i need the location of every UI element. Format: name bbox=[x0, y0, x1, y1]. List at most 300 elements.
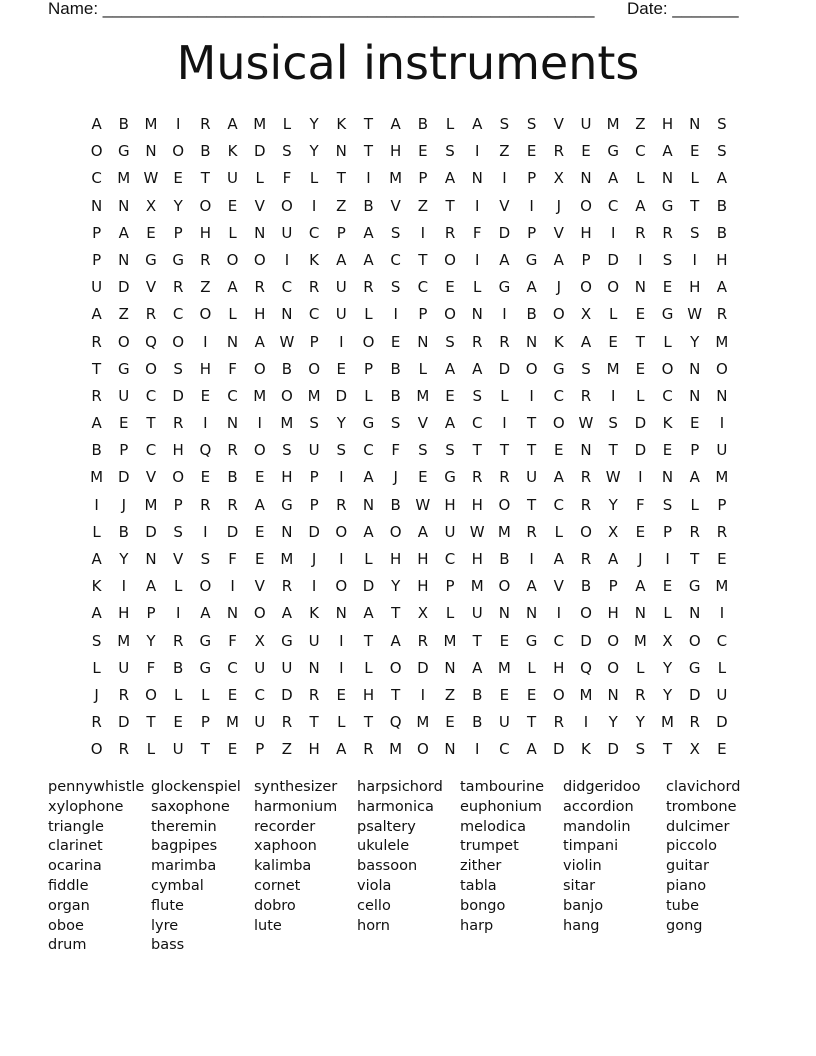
grid-letter: E bbox=[445, 386, 455, 405]
grid-letter: S bbox=[635, 740, 646, 759]
grid-letter: L bbox=[92, 522, 101, 541]
grid-letter: L bbox=[636, 658, 645, 677]
grid-letter: R bbox=[281, 577, 293, 596]
grid-letter: T bbox=[363, 142, 374, 161]
grid-letter: C bbox=[553, 386, 565, 405]
grid-letter: S bbox=[717, 142, 727, 161]
word-list-item: accordion bbox=[563, 798, 634, 815]
grid-letter: P bbox=[92, 250, 102, 269]
grid-letter: V bbox=[390, 196, 401, 215]
grid-letter: G bbox=[607, 142, 619, 161]
grid-letter: I bbox=[339, 550, 344, 568]
grid-letter: A bbox=[499, 250, 510, 269]
word-list-item: banjo bbox=[563, 897, 604, 914]
grid-letter: U bbox=[335, 305, 347, 324]
grid-letter: O bbox=[580, 196, 592, 215]
grid-letter: C bbox=[499, 740, 510, 759]
grid-letter: Z bbox=[635, 115, 646, 133]
grid-letter: I bbox=[610, 386, 616, 405]
grid-letter: Q bbox=[199, 441, 212, 460]
grid-letter: B bbox=[390, 495, 401, 514]
grid-letter: E bbox=[227, 685, 238, 704]
grid-letter: N bbox=[580, 441, 592, 460]
grid-letter: D bbox=[281, 685, 293, 704]
grid-letter: R bbox=[172, 278, 184, 297]
grid-letter: T bbox=[690, 196, 700, 215]
grid-letter: R bbox=[417, 631, 429, 650]
grid-letter: R bbox=[200, 115, 211, 133]
grid-letter: I bbox=[638, 468, 643, 487]
grid-letter: N bbox=[118, 250, 130, 269]
grid-letter: M bbox=[715, 332, 729, 351]
grid-letter: Q bbox=[580, 658, 592, 677]
grid-letter: K bbox=[91, 577, 102, 596]
grid-letter: A bbox=[254, 495, 265, 514]
grid-letter: I bbox=[502, 169, 507, 188]
grid-letter: S bbox=[689, 223, 700, 242]
grid-letter: I bbox=[94, 495, 99, 514]
grid-letter: A bbox=[689, 468, 700, 487]
grid-letter: T bbox=[690, 550, 700, 568]
grid-letter: S bbox=[526, 115, 537, 133]
grid-letter: R bbox=[444, 223, 456, 242]
grid-letter: D bbox=[580, 631, 592, 650]
grid-letter: G bbox=[688, 658, 701, 677]
grid-letter: D bbox=[118, 468, 130, 487]
grid-letter: S bbox=[608, 414, 618, 433]
grid-letter: T bbox=[635, 332, 645, 351]
grid-letter: L bbox=[554, 522, 563, 541]
grid-letter: B bbox=[716, 223, 728, 242]
grid-letter: T bbox=[309, 713, 319, 732]
word-list-empty-slot bbox=[563, 936, 666, 956]
grid-letter: K bbox=[309, 604, 320, 623]
grid-letter: P bbox=[690, 441, 700, 460]
grid-letter: T bbox=[363, 115, 374, 133]
grid-letter: R bbox=[145, 305, 157, 324]
grid-letter: A bbox=[363, 223, 374, 242]
grid-letter: B bbox=[363, 196, 374, 215]
grid-letter: S bbox=[390, 278, 401, 297]
grid-letter: C bbox=[145, 386, 157, 405]
grid-letter: E bbox=[581, 142, 591, 161]
word-list-item: piano bbox=[666, 877, 707, 894]
grid-letter: L bbox=[663, 604, 672, 623]
grid-letter: T bbox=[391, 604, 401, 623]
grid-letter: C bbox=[308, 305, 320, 324]
grid-letter: A bbox=[91, 305, 102, 324]
grid-letter: P bbox=[119, 441, 129, 460]
grid-letter: R bbox=[472, 468, 483, 487]
grid-letter: U bbox=[716, 441, 728, 460]
word-list-item: bongo bbox=[460, 897, 506, 914]
grid-letter: P bbox=[363, 359, 373, 378]
grid-letter: J bbox=[121, 495, 126, 514]
grid-letter: N bbox=[661, 169, 674, 188]
grid-letter: I bbox=[339, 658, 344, 677]
grid-letter: A bbox=[553, 468, 564, 487]
grid-letter: O bbox=[580, 278, 592, 297]
grid-letter: X bbox=[662, 631, 673, 650]
grid-letter: R bbox=[308, 278, 320, 297]
grid-letter: N bbox=[607, 685, 619, 704]
grid-letter: A bbox=[390, 115, 401, 133]
grid-letter: O bbox=[688, 631, 701, 650]
grid-letter: L bbox=[228, 305, 237, 324]
grid-letter: O bbox=[253, 441, 266, 460]
word-list-item: cello bbox=[357, 897, 391, 914]
grid-letter: M bbox=[389, 169, 403, 188]
grid-letter: Y bbox=[146, 631, 156, 650]
grid-letter: S bbox=[173, 522, 183, 541]
grid-letter: S bbox=[445, 332, 455, 351]
grid-letter: A bbox=[118, 223, 129, 242]
grid-letter: M bbox=[633, 631, 647, 650]
grid-letter: S bbox=[282, 142, 292, 161]
grid-letter: O bbox=[416, 740, 429, 759]
grid-letter: S bbox=[390, 414, 401, 433]
grid-letter: N bbox=[661, 468, 674, 487]
grid-letter: A bbox=[363, 468, 374, 487]
word-list-item: glockenspiel bbox=[151, 779, 241, 795]
grid-letter: N bbox=[689, 359, 701, 378]
grid-letter: S bbox=[662, 495, 673, 514]
grid-letter: D bbox=[498, 359, 511, 378]
grid-letter: N bbox=[145, 142, 157, 161]
grid-letter: N bbox=[716, 386, 728, 405]
grid-letter: I bbox=[475, 740, 480, 759]
grid-letter: I bbox=[230, 577, 235, 596]
grid-letter: V bbox=[173, 550, 184, 568]
grid-letter: R bbox=[118, 740, 129, 759]
grid-letter: F bbox=[472, 223, 482, 242]
grid-letter: U bbox=[118, 386, 130, 405]
grid-letter: K bbox=[662, 414, 673, 433]
grid-letter: E bbox=[499, 685, 510, 704]
grid-letter: W bbox=[143, 169, 159, 188]
grid-letter: C bbox=[471, 414, 483, 433]
grid-letter: E bbox=[336, 685, 347, 704]
grid-letter: U bbox=[308, 441, 320, 460]
grid-letter: R bbox=[580, 550, 592, 568]
grid-letter: A bbox=[662, 142, 673, 161]
grid-letter: E bbox=[418, 468, 428, 487]
grid-letter: E bbox=[227, 196, 238, 215]
grid-letter: D bbox=[634, 414, 647, 433]
grid-letter: T bbox=[527, 441, 537, 460]
grid-letter: F bbox=[228, 359, 237, 378]
grid-letter: E bbox=[689, 142, 700, 161]
grid-letter: D bbox=[417, 658, 429, 677]
grid-letter: G bbox=[661, 196, 674, 215]
grid-letter: M bbox=[117, 169, 131, 188]
grid-letter: A bbox=[444, 359, 456, 378]
grid-letter: U bbox=[471, 604, 483, 623]
grid-letter: N bbox=[118, 196, 130, 215]
grid-letter: T bbox=[200, 740, 210, 759]
grid-letter: R bbox=[91, 332, 102, 351]
word-list-empty-slot bbox=[460, 936, 563, 956]
grid-letter: I bbox=[692, 250, 697, 269]
grid-letter: W bbox=[279, 332, 295, 351]
grid-letter: O bbox=[552, 305, 565, 324]
grid-letter: W bbox=[578, 414, 594, 433]
grid-letter: Z bbox=[118, 305, 129, 324]
grid-letter: N bbox=[362, 495, 375, 514]
grid-letter: O bbox=[199, 577, 212, 596]
grid-letter: M bbox=[443, 631, 457, 650]
grid-letter: B bbox=[526, 305, 537, 324]
grid-letter: I bbox=[556, 604, 561, 623]
grid-letter: G bbox=[117, 142, 130, 161]
grid-letter: L bbox=[364, 386, 373, 405]
grid-letter: S bbox=[717, 115, 727, 133]
grid-letter: A bbox=[254, 332, 265, 351]
grid-letter: U bbox=[91, 278, 103, 297]
grid-letter: R bbox=[716, 522, 728, 541]
grid-letter: V bbox=[553, 577, 564, 596]
grid-letter: M bbox=[117, 631, 131, 650]
grid-letter: G bbox=[661, 305, 674, 324]
grid-letter: I bbox=[420, 223, 426, 242]
grid-letter: C bbox=[444, 550, 456, 568]
grid-letter: O bbox=[90, 740, 103, 759]
grid-letter: D bbox=[335, 386, 348, 405]
grid-letter: E bbox=[662, 278, 673, 297]
grid-letter: I bbox=[529, 196, 534, 215]
grid-letter: L bbox=[146, 740, 156, 759]
grid-letter: R bbox=[472, 332, 483, 351]
grid-letter: O bbox=[172, 142, 185, 161]
grid-letter: S bbox=[336, 441, 347, 460]
grid-letter: C bbox=[635, 142, 646, 161]
grid-letter: A bbox=[91, 414, 102, 433]
grid-letter: I bbox=[339, 332, 344, 351]
grid-letter: N bbox=[689, 604, 701, 623]
word-list-empty-slot bbox=[666, 936, 769, 956]
grid-letter: V bbox=[499, 196, 510, 215]
grid-letter: E bbox=[173, 169, 183, 188]
grid-letter: D bbox=[145, 522, 157, 541]
grid-letter: P bbox=[663, 522, 673, 541]
grid-letter: B bbox=[200, 142, 211, 161]
grid-letter: Y bbox=[662, 658, 673, 677]
grid-letter: P bbox=[173, 223, 183, 242]
grid-letter: U bbox=[227, 169, 239, 188]
grid-letter: S bbox=[282, 441, 292, 460]
grid-letter: P bbox=[173, 495, 183, 514]
grid-letter: G bbox=[552, 359, 565, 378]
grid-letter: S bbox=[445, 441, 455, 460]
grid-letter: E bbox=[254, 468, 265, 487]
grid-letter: S bbox=[418, 441, 428, 460]
grid-letter: F bbox=[228, 550, 237, 568]
grid-letter: T bbox=[662, 740, 673, 759]
word-list-item: melodica bbox=[460, 818, 527, 835]
word-list-item: dobro bbox=[254, 897, 296, 914]
grid-letter: H bbox=[689, 278, 701, 297]
grid-letter: D bbox=[308, 522, 320, 541]
grid-letter: O bbox=[172, 332, 185, 351]
grid-letter: U bbox=[281, 223, 293, 242]
grid-letter: N bbox=[254, 223, 266, 242]
grid-letter: T bbox=[391, 685, 401, 704]
grid-letter: P bbox=[445, 577, 455, 596]
grid-letter: C bbox=[172, 305, 184, 324]
grid-letter: R bbox=[635, 223, 646, 242]
word-list-item: theremin bbox=[151, 818, 217, 835]
grid-letter: H bbox=[417, 577, 429, 596]
grid-letter: G bbox=[525, 250, 538, 269]
grid-letter: A bbox=[472, 359, 483, 378]
word-list-item: marimba bbox=[151, 858, 217, 875]
grid-letter: N bbox=[471, 305, 483, 324]
grid-letter: A bbox=[526, 278, 537, 297]
grid-letter: I bbox=[203, 522, 208, 541]
word-list-empty-slot bbox=[254, 936, 357, 956]
grid-letter: N bbox=[145, 550, 157, 568]
grid-letter: I bbox=[203, 414, 208, 433]
grid-letter: D bbox=[716, 713, 728, 732]
word-list-item: cymbal bbox=[151, 877, 204, 894]
grid-letter: L bbox=[663, 332, 672, 351]
grid-letter: O bbox=[117, 332, 130, 351]
grid-letter: D bbox=[172, 386, 184, 405]
grid-letter: X bbox=[689, 740, 700, 759]
grid-letter: L bbox=[445, 604, 455, 623]
grid-letter: N bbox=[281, 305, 293, 324]
grid-letter: B bbox=[390, 359, 401, 378]
grid-letter: H bbox=[281, 468, 293, 487]
grid-letter: E bbox=[254, 550, 265, 568]
grid-letter: H bbox=[580, 223, 592, 242]
grid-letter: R bbox=[200, 250, 211, 269]
grid-letter: Y bbox=[336, 414, 346, 433]
grid-letter: M bbox=[497, 658, 511, 677]
grid-letter: P bbox=[309, 468, 319, 487]
word-list bbox=[48, 778, 769, 956]
grid-letter: I bbox=[475, 250, 480, 269]
header bbox=[48, 0, 748, 20]
grid-letter: A bbox=[553, 250, 564, 269]
grid-letter: D bbox=[118, 278, 130, 297]
grid-letter: N bbox=[90, 196, 103, 215]
grid-letter: O bbox=[199, 196, 212, 215]
grid-letter: O bbox=[362, 332, 375, 351]
grid-letter: M bbox=[606, 115, 620, 133]
grid-letter: O bbox=[389, 522, 402, 541]
grid-letter: L bbox=[690, 495, 699, 514]
grid-letter: H bbox=[417, 550, 429, 568]
grid-letter: B bbox=[118, 115, 129, 133]
grid-letter: D bbox=[362, 577, 375, 596]
grid-letter: T bbox=[472, 631, 482, 650]
grid-letter: U bbox=[118, 658, 130, 677]
grid-letter: I bbox=[311, 196, 317, 215]
grid-letter: W bbox=[687, 305, 703, 324]
grid-letter: R bbox=[227, 495, 238, 514]
grid-letter: E bbox=[336, 359, 347, 378]
grid-letter: I bbox=[665, 550, 670, 568]
word-list-item: harmonium bbox=[254, 798, 338, 815]
grid-letter: E bbox=[635, 522, 646, 541]
grid-letter: N bbox=[525, 332, 538, 351]
grid-letter: M bbox=[606, 359, 620, 378]
word-list-item: piccolo bbox=[666, 838, 717, 855]
grid-letter: P bbox=[608, 577, 618, 596]
word-list-item: bagpipes bbox=[151, 838, 218, 855]
word-list-item: xylophone bbox=[48, 798, 124, 815]
word-list-item: harmonica bbox=[357, 798, 434, 815]
word-list-item: clavichord bbox=[666, 779, 741, 795]
grid-letter: S bbox=[662, 250, 673, 269]
grid-letter: V bbox=[417, 414, 428, 433]
grid-letter: V bbox=[553, 115, 564, 133]
grid-letter: A bbox=[200, 604, 211, 623]
grid-letter: D bbox=[253, 142, 266, 161]
grid-letter: P bbox=[309, 332, 319, 351]
grid-letter: R bbox=[308, 685, 320, 704]
grid-letter: R bbox=[281, 713, 293, 732]
grid-letter: U bbox=[281, 658, 293, 677]
grid-letter: O bbox=[444, 305, 456, 324]
grid-letter: A bbox=[472, 658, 483, 677]
grid-letter: Y bbox=[119, 550, 129, 568]
grid-letter: H bbox=[308, 740, 320, 759]
grid-letter: E bbox=[200, 386, 211, 405]
grid-letter: C bbox=[553, 631, 565, 650]
grid-letter: A bbox=[390, 631, 401, 650]
grid-letter: D bbox=[607, 250, 619, 269]
grid-letter: C bbox=[417, 278, 429, 297]
grid-letter: X bbox=[145, 196, 157, 215]
grid-letter: R bbox=[689, 713, 700, 732]
grid-letter: E bbox=[526, 142, 537, 161]
grid-letter: G bbox=[281, 495, 293, 514]
grid-letter: B bbox=[472, 713, 483, 732]
grid-letter: R bbox=[553, 142, 564, 161]
grid-letter: W bbox=[415, 495, 431, 514]
grid-letter: I bbox=[719, 604, 725, 623]
grid-letter: Y bbox=[635, 713, 645, 732]
grid-letter: O bbox=[308, 359, 320, 378]
grid-letter: R bbox=[91, 713, 102, 732]
grid-letter: B bbox=[173, 658, 184, 677]
grid-letter: E bbox=[635, 305, 646, 324]
grid-letter: H bbox=[172, 441, 184, 460]
grid-letter: N bbox=[525, 604, 538, 623]
grid-letter: Z bbox=[200, 278, 211, 297]
grid-letter: D bbox=[118, 713, 130, 732]
word-list-item: saxophone bbox=[151, 798, 230, 815]
grid-letter: O bbox=[607, 658, 620, 677]
grid-letter: N bbox=[335, 142, 347, 161]
grid-letter: C bbox=[281, 278, 293, 297]
word-list-item: didgeridoo bbox=[563, 779, 641, 795]
grid-letter: O bbox=[145, 685, 157, 704]
grid-letter: A bbox=[363, 250, 374, 269]
grid-letter: O bbox=[661, 359, 674, 378]
grid-letter: E bbox=[554, 441, 564, 460]
grid-letter: P bbox=[200, 713, 210, 732]
grid-letter: G bbox=[498, 278, 511, 297]
word-list-item: gong bbox=[666, 917, 703, 934]
grid-letter: U bbox=[716, 685, 728, 704]
grid-letter: R bbox=[227, 441, 238, 460]
grid-letter: T bbox=[363, 713, 374, 732]
grid-letter: Q bbox=[145, 332, 157, 351]
grid-letter: P bbox=[336, 223, 346, 242]
